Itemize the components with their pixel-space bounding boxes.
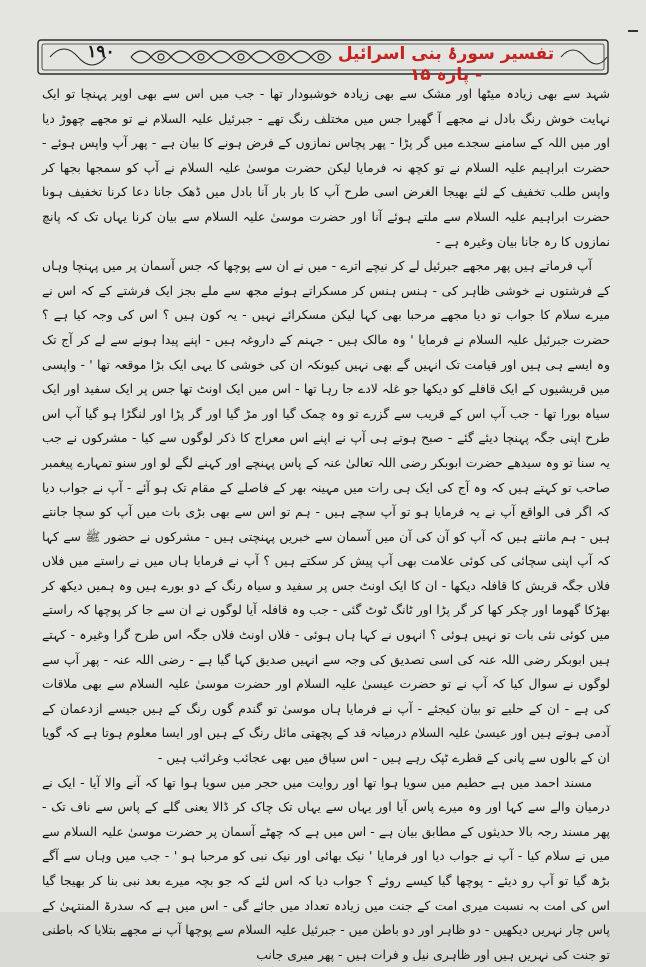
body-text bbox=[42, 82, 610, 962]
paragraph-3: مسند احمد میں ہے حطیم میں سویا ہوا تھا اور روایت میں حجر میں سویا ہوا تھا کہ آنے والا آیا - ایک نے درمیان والے سے کہا اور وہ میرے پاس آیا اور یہاں سے یہاں تک چاک کر ڈالا یعنی گلے کے پاس سے ناف تک - پھر مسند رجہ بالا حدیثوں کے مطابق بیان ہے - اس میں ہے کہ چھٹے آسمان پر حضرت موسیٰ علیہ السلام سے میں نے سلام کیا - آپ نے جواب دیا اور فرمایا ' نیک بھائی اور نیک نبی کو مرحبا ہو ' - جب میں وہاں سے آگے بڑھ گیا تو آپ رو دیئے - پوچھا گیا کیسے روئے ؟ جواب دیا کہ اس لئے کہ جو بچہ میرے بعد نبی بنا کر بھیجا گیا اس کی امت بہ نسبت میری امت کے جنت میں زیادہ تعداد میں جائے گی - اس میں ہے کہ سدرۃ المنتہیٰ کے پاس چار نہریں دیکھیں - دو ظاہر اور دو باطن میں - جبرئیل علیہ السلام سے پوچھا آپ نے مجھے بتلایا کہ باطنی تو جنت کی نہریں ہیں اور ظاہری نیل و فرات ہیں - پھر میری جانب bbox=[42, 774, 610, 962]
page-number: ۱۹۰ bbox=[87, 42, 115, 62]
page-title: تفسیر سورۂ بنی اسرائیل - پارہ ۱۵ bbox=[337, 44, 555, 85]
paragraph-2: آپ فرماتے ہیں پھر مجھے جبرئیل لے کر نیچے اترے - میں نے ان سے پوچھا کہ جس آسمان پر میں پہنچا وہاں کے فرشتوں نے خوشی ظاہر کی - ہنس ہنس کر مسکراتے ہوئے مجھ سے ملے بجز ایک فرشتے کے کہ اس نے میرے سلام کا جواب تو دیا مجھے مرحبا بھی کہا لیکن مسکرائے نہیں - یہ کون ہیں ؟ اس کی وجہ کیا ہے ؟ حضرت جبرئیل علیہ السلام نے فرمایا ' وہ مالک ہیں - جہنم کے داروغہ ہیں - اپنے پیدا ہونے سے لے کر آج تک وہ ایسے ہی ہیں اور قیامت تک انہیں گے بھی نہیں کیونکہ ان کی خوشی کا یہی ایک بڑا موقعہ تھا ' - واپسی میں قریشیوں کے ایک قافلے کو دیکھا جو غلہ لادے جا رہا تھا - اس میں ایک اونٹ تھا جس پر ایک سفید اور ایک سیاہ بورا تھا - جب آپ اس کے قریب سے گزرے تو وہ چمک گیا اور مڑ گیا اور گر پڑا اور لنگڑا ہو گیا آپ اس طرح اپنی جگہ پہنچا دیئے گئے - صبح ہوتے ہی آپ نے اپنے اس معراج کا ذکر لوگوں سے کیا - مشرکوں نے جب یہ سنا تو وہ سیدھے حضرت ابوبکر رضی اللہ تعالیٰ عنہ کے پاس پہنچے اور کہنے لگے لو اور سنو تمہارے پیغمبر صاحب تو کہتے ہیں کہ وہ آج کی ایک ہی رات میں مہینہ بھر کے فاصلے کے مقام تک ہو آئے - آپ نے جواب دیا کہ اگر فی الواقع آپ نے یہ فرمایا ہو تو آپ سچے ہیں - ہم تو اس سے بھی بڑی بات میں آپ کو سچا جانتے ہیں - ہم مانتے ہیں کہ آپ کو آن کی آن میں آسمان سے خبریں پہنچتی ہیں - مشرکوں نے حضور ﷺ سے کہا کہ آپ اپنی سچائی کی کوئی علامت بھی آپ پیش کر سکتے ہیں ؟ آپ نے فرمایا ہاں میں نے راستے میں فلاں فلاں جگہ قریش کا قافلہ دیکھا - ان کا ایک اونٹ جس پر سفید و سیاہ رنگ کے دو بورے ہیں وہ ہمیں دیکھ کر بھڑکا گھوما اور چکر کھا کر گر پڑا اور ٹانگ ٹوٹ گئی - جب وہ قافلہ آیا لوگوں نے ان سے جا کر پوچھا کہ راستے میں کوئی نئی بات تو نہیں ہوئی ؟ انہوں نے کہا ہاں ہوئی - فلاں اونٹ فلاں جگہ اس طرح گرا وغیرہ - کہتے ہیں ابوبکر رضی اللہ عنہ کی اسی تصدیق کی وجہ سے انہیں صدیق کہا گیا ہے - رضی اللہ عنہ - پھر آپ سے لوگوں نے سوال کیا کہ آپ نے تو حضرت عیسیٰ علیہ السلام اور حضرت موسیٰ علیہ السلام سے بھی ملاقات کی ہے - ان کے حلیے تو بیان کیجئے - آپ نے فرمایا ہاں موسیٰ تو گندم گوں رنگ کے ہیں جیسے ازدعمان کے آدمی ہوتے ہیں اور عیسیٰ علیہ السلام درمیانہ قد کے پچھتی مائل رنگ کے ہیں اور ایسا معلوم ہوتا ہے کہ گویا ان کے بالوں سے پانی کے قطرے ٹپک رہے ہیں - اس سیاق میں بھی عجائب وغرائب ہیں - bbox=[42, 258, 610, 766]
paragraph-1: شہد سے بھی زیادہ میٹھا اور مشک سے بھی زیادہ خوشبودار تھا - جب میں اس سے بھی اوپر پہنچا تو ایک نہایت خوش رنگ بادل نے مجھے آ گھیرا جس میں مختلف رنگ تھے - جبرئیل علیہ السلام نے تو مجھے چھوڑ دیا اور میں اللہ کے سامنے سجدے میں گر پڑا - پھر پچاس نمازوں کے فرض ہونے کا بیان ہے - پھر آپ واپس ہوئے - حضرت ابراہیم علیہ السلام نے تو کچھ نہ فرمایا لیکن حضرت موسیٰ علیہ السلام نے آپ کو سمجھا بجھا کر واپس طلب تخفیف کے لئے بھیجا الغرض اسی طرح آپ کا بار بار آنا بادل میں ڈھک جانا دعا کرنا تخفیف ہونا حضرت ابراہیم علیہ السلام سے ملتے ہوئے آنا اور حضرت موسیٰ علیہ السلام سے بیان کرنا یہاں تک کہ پانچ نمازوں کا رہ جانا بیان وغیرہ ہے - bbox=[42, 86, 610, 249]
page-header bbox=[36, 34, 610, 85]
corner-mark bbox=[628, 30, 638, 32]
